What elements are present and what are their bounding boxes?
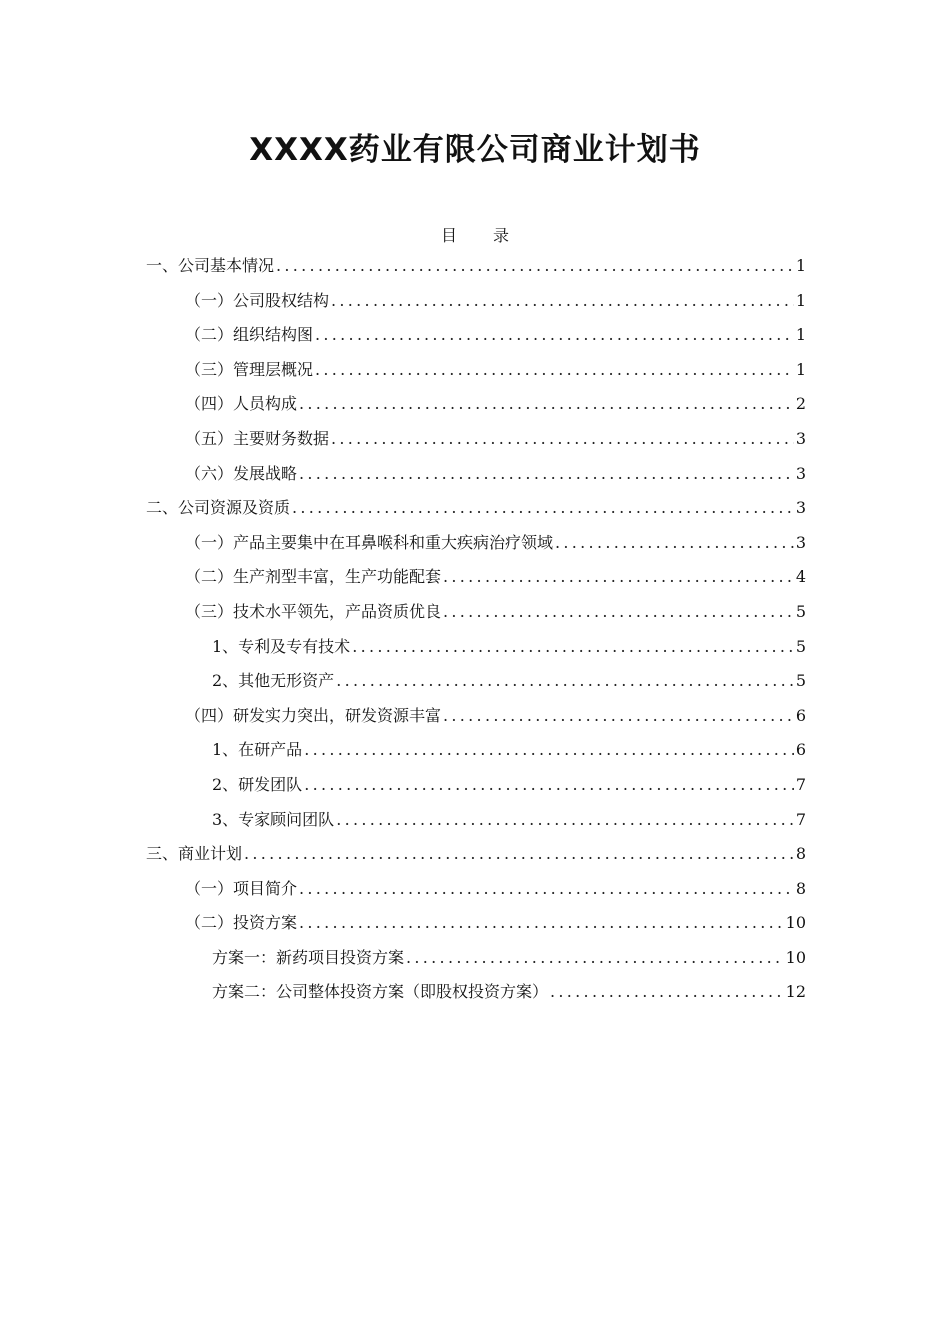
toc-dot-leader	[315, 353, 794, 388]
toc-entry[interactable]	[146, 837, 806, 872]
toc-entry-page-number: 7	[795, 809, 806, 829]
toc-entry-label: 2、研发团队	[212, 774, 303, 794]
toc-dot-leader	[299, 872, 794, 907]
toc-entry-page-number: 10	[785, 913, 806, 933]
toc-dot-leader	[336, 803, 794, 838]
toc-dot-leader	[299, 457, 794, 492]
toc-entry[interactable]	[146, 803, 806, 838]
toc-entry[interactable]	[146, 733, 806, 768]
toc-entry-label: （二）投资方案	[185, 913, 298, 933]
toc-entry-label: 方案一：新药项目投资方案	[212, 947, 405, 967]
toc-entry-label: （四）研发实力突出，研发资源丰富	[185, 705, 442, 725]
toc-dot-leader	[443, 595, 794, 630]
toc-dot-leader	[336, 664, 794, 699]
toc-entry-label: （三）管理层概况	[185, 359, 314, 379]
toc-entry-label: （四）人员构成	[185, 394, 298, 414]
table-of-contents	[146, 249, 806, 1010]
toc-entry-page-number: 1	[795, 359, 806, 379]
toc-dot-leader	[331, 422, 794, 457]
toc-entry[interactable]	[146, 595, 806, 630]
toc-entry[interactable]	[146, 249, 806, 284]
toc-entry[interactable]	[146, 457, 806, 492]
toc-entry-page-number: 6	[795, 705, 806, 725]
toc-dot-leader	[299, 906, 784, 941]
toc-entry-page-number: 3	[795, 428, 806, 448]
toc-entry[interactable]	[146, 906, 806, 941]
toc-entry-page-number: 5	[795, 601, 806, 621]
toc-entry-label: 二、公司资源及资质	[146, 498, 291, 518]
toc-entry-label: 方案二：公司整体投资方案（即股权投资方案）	[212, 982, 549, 1002]
toc-entry[interactable]	[146, 630, 806, 665]
toc-dot-leader	[276, 249, 794, 284]
toc-entry[interactable]	[146, 387, 806, 422]
toc-heading-char-2: 录	[493, 226, 510, 245]
toc-entry-label: 1、在研产品	[212, 740, 303, 760]
toc-dot-leader	[555, 526, 794, 561]
toc-dot-leader	[443, 560, 794, 595]
toc-entry-label: 2、其他无形资产	[212, 671, 335, 691]
toc-entry[interactable]	[146, 664, 806, 699]
toc-entry-label: （三）技术水平领先，产品资质优良	[185, 601, 442, 621]
toc-heading	[0, 224, 950, 248]
toc-entry-label: （二）生产剂型丰富，生产功能配套	[185, 567, 442, 587]
toc-entry-page-number: 5	[795, 636, 806, 656]
toc-entry-label: 3、专家顾问团队	[212, 809, 335, 829]
toc-entry-label: 一、公司基本情况	[146, 256, 275, 275]
toc-entry-page-number: 4	[795, 567, 806, 587]
toc-entry-label: （六）发展战略	[185, 463, 298, 483]
toc-entry[interactable]	[146, 699, 806, 734]
toc-dot-leader	[292, 491, 794, 526]
toc-dot-leader	[550, 975, 784, 1010]
toc-entry-label: 1、专利及专有技术	[212, 636, 351, 656]
toc-entry-label: （二）组织结构图	[185, 325, 314, 345]
toc-entry-page-number: 1	[795, 290, 806, 310]
toc-dot-leader	[315, 318, 794, 353]
toc-entry-page-number: 12	[785, 982, 806, 1002]
toc-entry-page-number: 3	[795, 498, 806, 518]
toc-entry[interactable]	[146, 491, 806, 526]
toc-entry-page-number: 7	[795, 774, 806, 794]
toc-dot-leader	[304, 733, 794, 768]
toc-entry[interactable]	[146, 560, 806, 595]
toc-dot-leader	[304, 768, 794, 803]
toc-entry-page-number: 3	[795, 532, 806, 552]
toc-entry-page-number: 8	[795, 878, 806, 898]
toc-entry[interactable]	[146, 284, 806, 319]
toc-dot-leader	[331, 284, 794, 319]
toc-entry-page-number: 1	[795, 256, 806, 275]
toc-entry-page-number: 8	[795, 844, 806, 864]
toc-entry-label: （一）产品主要集中在耳鼻喉科和重大疾病治疗领域	[185, 532, 554, 552]
toc-entry-page-number: 3	[795, 463, 806, 483]
toc-entry[interactable]	[146, 872, 806, 907]
toc-entry[interactable]	[146, 318, 806, 353]
toc-entry-page-number: 6	[795, 740, 806, 760]
toc-dot-leader	[406, 941, 784, 976]
toc-entry-label: 三、商业计划	[146, 844, 243, 864]
toc-entry[interactable]	[146, 422, 806, 457]
toc-entry-page-number: 1	[795, 325, 806, 345]
toc-entry-page-number: 2	[795, 394, 806, 414]
toc-entry-label: （一）公司股权结构	[185, 290, 330, 310]
toc-dot-leader	[443, 699, 794, 734]
toc-dot-leader	[352, 630, 794, 665]
toc-entry[interactable]	[146, 768, 806, 803]
toc-entry[interactable]	[146, 353, 806, 388]
toc-entry-page-number: 5	[795, 671, 806, 691]
toc-entry-label: （五）主要财务数据	[185, 428, 330, 448]
page-title: XXXX药业有限公司商业计划书	[249, 132, 701, 168]
toc-entry[interactable]	[146, 975, 806, 1010]
toc-entry-label: （一）项目简介	[185, 878, 298, 898]
toc-entry[interactable]	[146, 526, 806, 561]
toc-entry[interactable]	[146, 941, 806, 976]
toc-entry-page-number: 10	[785, 947, 806, 967]
toc-heading-char-1: 目	[440, 226, 457, 245]
toc-dot-leader	[299, 387, 794, 422]
toc-dot-leader	[244, 837, 794, 872]
